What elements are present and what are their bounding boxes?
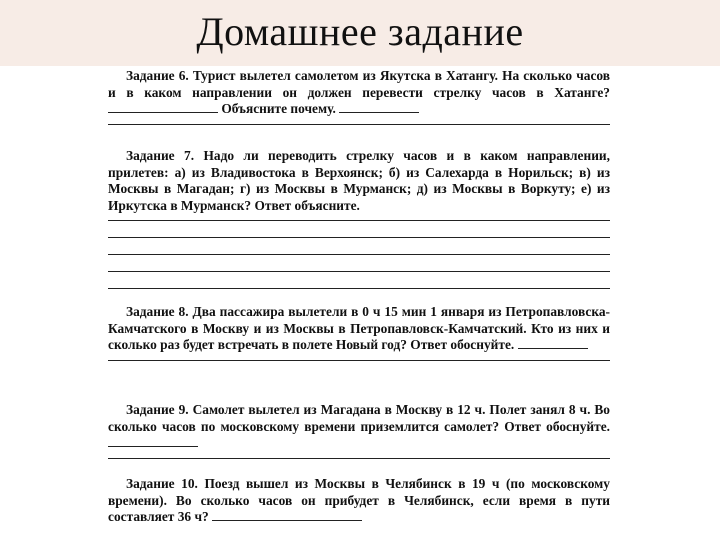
task-6-answer-line[interactable] bbox=[108, 124, 610, 125]
task-8-question: Два пассажира вылетели в 0 ч 15 мин 1 января из Петропавловска-Камчатского в Москву и из Москвы в Петропавловск-Камчатский. Кто из них и сколько раз будет встречать в полете Новый год? Ответ обоснуйте. bbox=[108, 304, 610, 352]
task-6 bbox=[108, 68, 610, 125]
task-6-question: Турист вылетел самолетом из Якутска в Хатангу. На сколько часов и в каком направлении он должен перевести стрелку часов в Хатанге? bbox=[108, 68, 611, 100]
task-7-answer-line[interactable] bbox=[108, 254, 610, 255]
task-9-text bbox=[108, 402, 610, 452]
task-8-text bbox=[108, 304, 610, 354]
task-8-answer-line[interactable] bbox=[108, 360, 610, 361]
task-6-answer-blank-2[interactable] bbox=[339, 102, 419, 113]
task-7-question: Надо ли переводить стрелку часов и в каком направлении, прилетев: а) из Владивостока в Верхоянск; б) из Салехарда в Норильск; в) из Москвы в Магадан; г) из Москвы в Мурманск; д) из Москвы в Воркуту; е) из Иркутска в Мурманск? Ответ объясните. bbox=[108, 148, 610, 213]
task-7 bbox=[108, 148, 610, 289]
task-9 bbox=[108, 402, 610, 459]
slide-header bbox=[0, 0, 720, 66]
task-10-text bbox=[108, 476, 610, 526]
task-9-question: Самолет вылетел из Магадана в Москву в 12 ч. Полет занял 8 ч. Во сколько часов по московскому времени приземлится самолет? Ответ обоснуйте. bbox=[108, 402, 611, 434]
task-7-label: Задание 7. bbox=[126, 148, 195, 163]
task-7-answer-line[interactable] bbox=[108, 288, 610, 289]
task-6-text bbox=[108, 68, 610, 118]
task-6-label: Задание 6. bbox=[126, 68, 189, 83]
task-7-answer-line[interactable] bbox=[108, 271, 610, 272]
task-10-answer-blank[interactable] bbox=[212, 510, 362, 521]
task-7-answer-line[interactable] bbox=[108, 220, 610, 221]
task-8-answer-blank[interactable] bbox=[518, 338, 588, 349]
task-10-label: Задание 10. bbox=[126, 476, 198, 491]
task-9-answer-line[interactable] bbox=[108, 458, 610, 459]
task-9-answer-blank[interactable] bbox=[108, 436, 198, 447]
task-7-answer-line[interactable] bbox=[108, 237, 610, 238]
task-8 bbox=[108, 304, 610, 361]
worksheet bbox=[108, 68, 610, 536]
task-7-text bbox=[108, 148, 610, 214]
task-10-question: Поезд вышел из Москвы в Челябинск в 19 ч (по московскому времени). Во сколько часов он прибудет в Челябинск, если время в пути составляет 36 ч? bbox=[108, 476, 610, 524]
page-title: Домашнее задание bbox=[196, 9, 524, 54]
task-6-answer-blank[interactable] bbox=[108, 102, 218, 113]
task-9-label: Задание 9. bbox=[126, 402, 189, 417]
task-6-instruction: Объясните почему. bbox=[221, 101, 336, 116]
task-8-label: Задание 8. bbox=[126, 304, 189, 319]
task-10 bbox=[108, 476, 610, 526]
